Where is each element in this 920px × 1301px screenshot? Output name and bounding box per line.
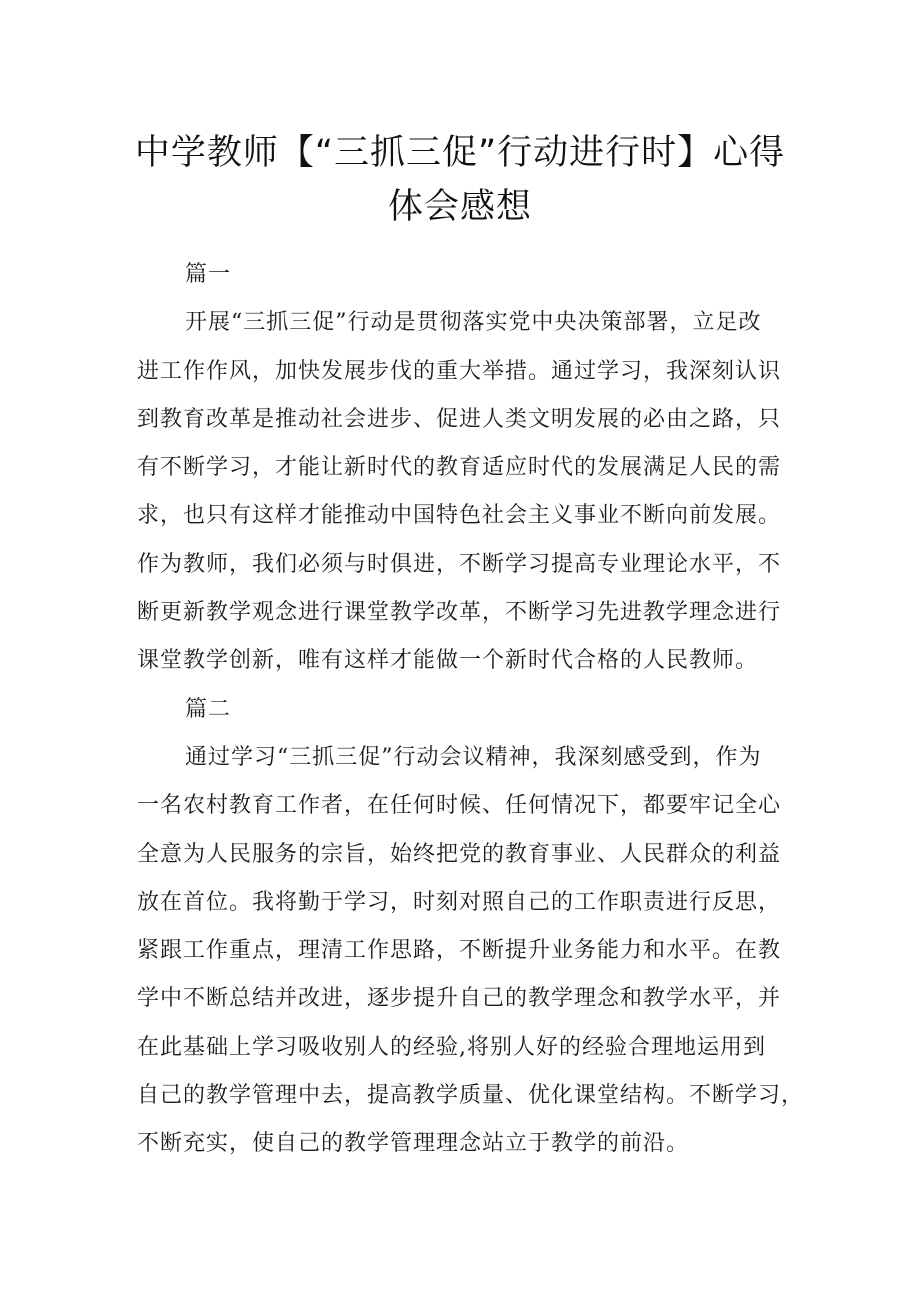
paragraph-line: 通过学习“三抓三促”行动会议精神，我深刻感受到，作为 <box>185 744 762 770</box>
document-title <box>100 126 820 234</box>
title-line-2: 体会感想 <box>387 187 532 227</box>
paragraph-line: 在此基础上学习吸收别人的经验,将别人好的经验合理地运用到 <box>137 1034 766 1060</box>
section-paragraph-2 <box>137 734 805 1169</box>
paragraph-line: 不断充实，使自己的教学管理理念站立于教学的前沿。 <box>137 1131 690 1157</box>
section-heading-1: 篇一 <box>185 262 232 287</box>
paragraph-line: 一名农村教育工作者，在任何时候、任何情况下，都要牢记全心 <box>137 793 782 819</box>
title-line-1: 中学教师【“三抓三促”行动进行时】心得 <box>134 133 786 173</box>
paragraph-line: 学中不断总结并改进，逐步提升自己的教学理念和教学水平，并 <box>137 986 782 1012</box>
paragraph-line: 到教育改革是推动社会进步、促进人类文明发展的必由之路，只 <box>137 406 782 432</box>
paragraph-line: 全意为人民服务的宗旨，始终把党的教育事业、人民群众的利益 <box>137 841 782 867</box>
paragraph-line: 自己的教学管理中去，提高教学质量、优化课堂结构。不断学习， <box>137 1083 805 1109</box>
paragraph-line: 断更新教学观念进行课堂教学改革，不断学习先进教学理念进行 <box>137 600 782 626</box>
paragraph-line: 作为教师，我们必须与时俱进，不断学习提高专业理论水平，不 <box>137 551 782 577</box>
paragraph-line: 放在首位。我将勤于学习，时刻对照自己的工作职责进行反思， <box>137 889 782 915</box>
paragraph-line: 有不断学习，才能让新时代的教育适应时代的发展满足人民的需 <box>137 455 782 481</box>
document-body <box>137 251 805 1169</box>
paragraph-line: 紧跟工作重点，理清工作思路，不断提升业务能力和水平。在教 <box>137 938 782 964</box>
paragraph-line: 课堂教学创新，唯有这样才能做一个新时代合格的人民教师。 <box>137 648 759 674</box>
paragraph-line: 开展“三抓三促”行动是贯彻落实党中央决策部署，立足改 <box>185 310 762 336</box>
paragraph-line: 进工作作风，加快发展步伐的重大举措。通过学习，我深刻认识 <box>137 358 782 384</box>
paragraph-line: 求，也只有这样才能推动中国特色社会主义事业不断向前发展。 <box>137 503 782 529</box>
section-heading-2: 篇二 <box>185 696 232 722</box>
section-paragraph-1 <box>137 299 797 685</box>
